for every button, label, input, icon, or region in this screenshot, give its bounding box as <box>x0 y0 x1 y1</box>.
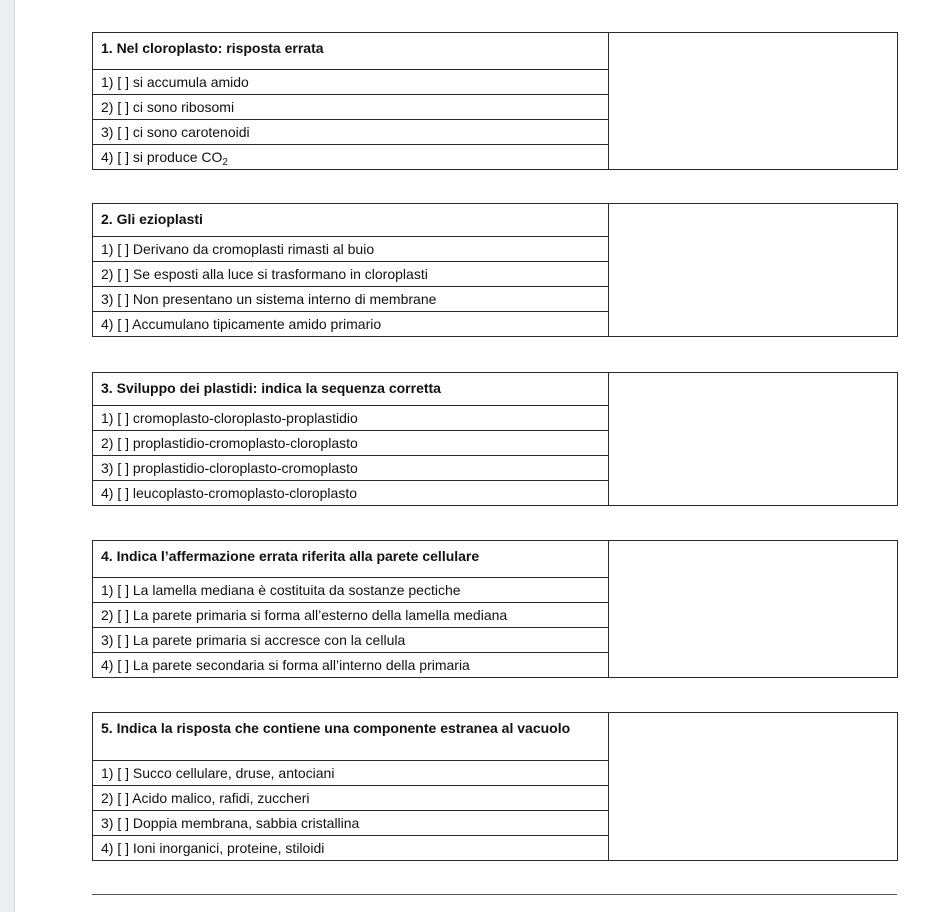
question-2-option-3[interactable]: 3) [ ] Non presentano un sistema interno di membrane <box>93 287 609 312</box>
question-2-title: 2. Gli ezioplasti <box>93 204 609 237</box>
question-4-title: 4. Indica l’affermazione errata riferita alla parete cellulare <box>93 541 609 578</box>
question-2-answer-box[interactable] <box>609 204 898 337</box>
question-3-title: 3. Sviluppo dei plastidi: indica la sequenza corretta <box>93 373 609 406</box>
question-1-answer-box[interactable] <box>609 33 898 170</box>
question-2-table <box>92 203 898 337</box>
question-3-answer-box[interactable] <box>609 373 898 506</box>
question-5-option-4[interactable]: 4) [ ] Ioni inorganici, proteine, stiloidi <box>93 836 609 861</box>
question-4-table <box>92 540 898 678</box>
question-1-option-2[interactable]: 2) [ ] ci sono ribosomi <box>93 95 609 120</box>
question-2-option-1[interactable]: 1) [ ] Derivano da cromoplasti rimasti al buio <box>93 237 609 262</box>
question-5-answer-box[interactable] <box>609 713 898 861</box>
question-4-option-3[interactable]: 3) [ ] La parete primaria si accresce con la cellula <box>93 628 609 653</box>
question-3-option-2[interactable]: 2) [ ] proplastidio-cromoplasto-cloroplasto <box>93 431 609 456</box>
question-3-option-4[interactable]: 4) [ ] leucoplasto-cromoplasto-cloroplasto <box>93 481 609 506</box>
question-4-answer-box[interactable] <box>609 541 898 678</box>
question-1-option-3[interactable]: 3) [ ] ci sono carotenoidi <box>93 120 609 145</box>
question-1-option-4[interactable] <box>93 145 609 170</box>
question-1-title: 1. Nel cloroplasto: risposta errata <box>93 33 609 70</box>
question-5-option-2[interactable]: 2) [ ] Acido malico, rafidi, zuccheri <box>93 786 609 811</box>
page-left-edge <box>0 0 15 912</box>
question-3-table <box>92 372 898 506</box>
question-4-option-4[interactable]: 4) [ ] La parete secondaria si forma all’interno della primaria <box>93 653 609 678</box>
question-4-option-1[interactable]: 1) [ ] La lamella mediana è costituita da sostanze pectiche <box>93 578 609 603</box>
question-2-option-2[interactable]: 2) [ ] Se esposti alla luce si trasformano in cloroplasti <box>93 262 609 287</box>
bottom-divider-line <box>92 894 897 895</box>
question-5-title: 5. Indica la risposta che contiene una componente estranea al vacuolo <box>93 713 609 761</box>
question-2-option-4[interactable]: 4) [ ] Accumulano tipicamente amido primario <box>93 312 609 337</box>
question-3-option-1[interactable]: 1) [ ] cromoplasto-cloroplasto-proplastidio <box>93 406 609 431</box>
question-5-option-1[interactable]: 1) [ ] Succo cellulare, druse, antociani <box>93 761 609 786</box>
question-1-table <box>92 32 898 170</box>
question-1-option-4-text: 4) [ ] si produce CO <box>101 149 223 165</box>
question-1-option-1[interactable]: 1) [ ] si accumula amido <box>93 70 609 95</box>
question-5-option-3[interactable]: 3) [ ] Doppia membrana, sabbia cristallina <box>93 811 609 836</box>
question-3-option-3[interactable]: 3) [ ] proplastidio-cloroplasto-cromoplasto <box>93 456 609 481</box>
co2-subscript: 2 <box>222 157 228 168</box>
question-4-option-2[interactable]: 2) [ ] La parete primaria si forma all’esterno della lamella mediana <box>93 603 609 628</box>
question-5-table <box>92 712 898 861</box>
